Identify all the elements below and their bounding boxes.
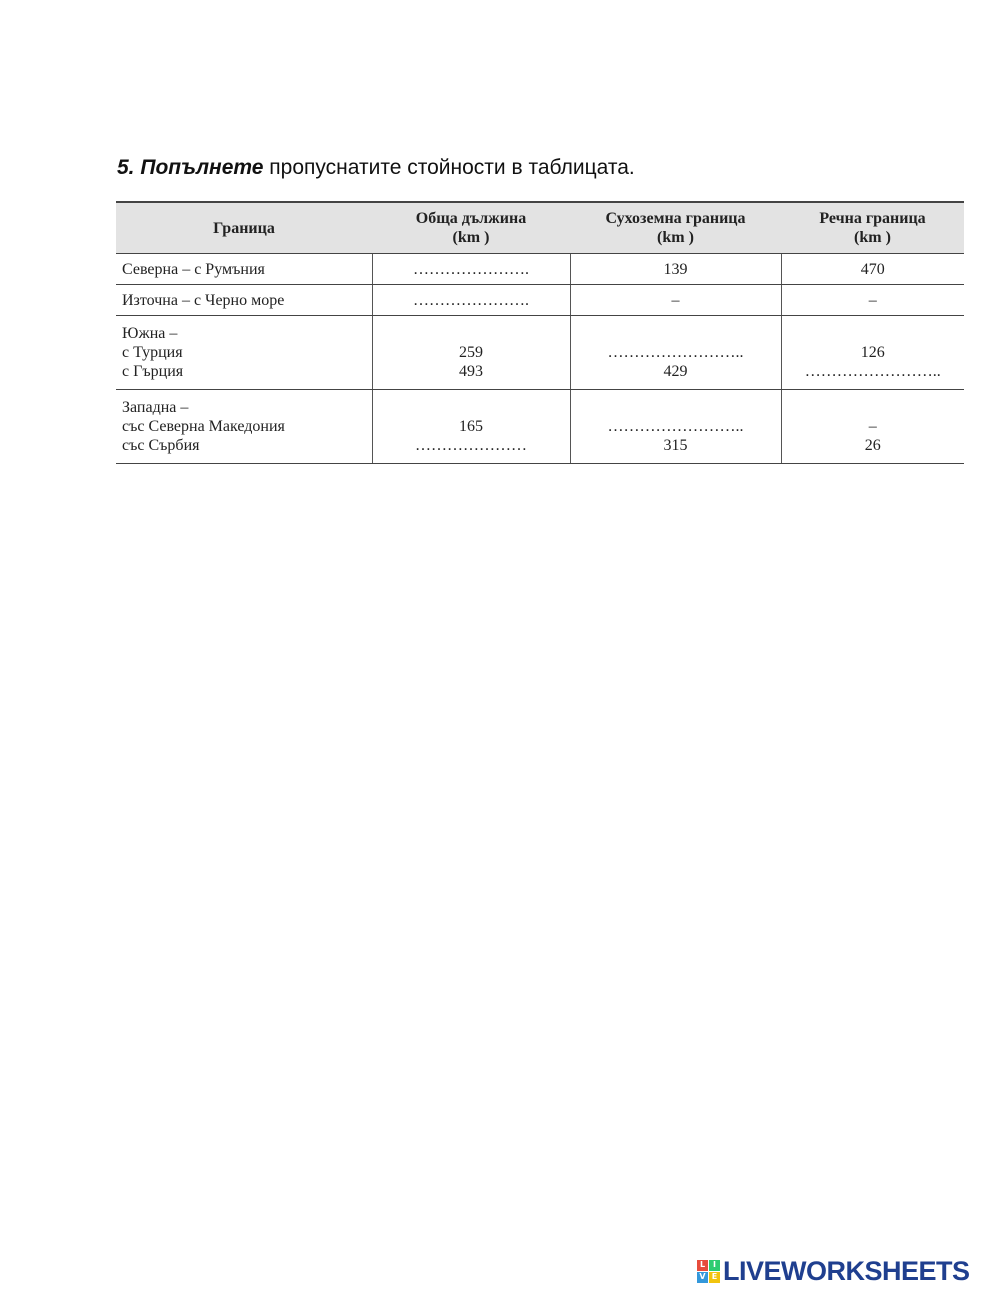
- cell-total: 259 493: [372, 316, 570, 390]
- task-text: пропуснатите стойности в таблицата.: [263, 156, 635, 179]
- table-row-east: [116, 285, 964, 316]
- cell-border-name: Източна – с Черно море: [116, 285, 372, 316]
- cell-river: 126 ……………………..: [781, 316, 964, 390]
- logo-letter-e: E: [709, 1272, 720, 1283]
- blank-field[interactable]: …………………: [415, 437, 527, 454]
- cell-land: 139: [570, 254, 781, 285]
- cell-total: 165 …………………: [372, 390, 570, 464]
- header-border: Граница: [116, 202, 372, 254]
- cell-border-name: Западна – със Северна Македония със Сърбия: [116, 390, 372, 464]
- logo-letter-l: L: [697, 1260, 708, 1271]
- blank-field[interactable]: ……………………..: [804, 363, 941, 380]
- task-verb: Попълнете: [140, 156, 264, 179]
- cell-total-blank[interactable]: ………………….: [372, 254, 570, 285]
- cell-land: …………………….. 315: [570, 390, 781, 464]
- blank-field[interactable]: ……………………..: [607, 418, 744, 435]
- table-header-row: [116, 202, 964, 254]
- cell-river: 470: [781, 254, 964, 285]
- task-instruction: [117, 156, 635, 180]
- cell-land: …………………….. 429: [570, 316, 781, 390]
- liveworksheets-logo: [697, 1257, 970, 1285]
- blank-field[interactable]: ……………………..: [607, 344, 744, 361]
- header-river-border: Речна граница (km ): [781, 202, 964, 254]
- logo-letter-i: I: [709, 1260, 720, 1271]
- cell-total-blank[interactable]: ………………….: [372, 285, 570, 316]
- cell-land: –: [570, 285, 781, 316]
- cell-river: –: [781, 285, 964, 316]
- table-row-north: [116, 254, 964, 285]
- cell-river: – 26: [781, 390, 964, 464]
- logo-letter-v: V: [697, 1272, 708, 1283]
- table-row-west: [116, 390, 964, 464]
- cell-border-name: Южна – с Турция с Гърция: [116, 316, 372, 390]
- header-total-length: Обща дължина (km ): [372, 202, 570, 254]
- cell-border-name: Северна – с Румъния: [116, 254, 372, 285]
- table-row-south: [116, 316, 964, 390]
- logo-text: LIVEWORKSHEETS: [723, 1255, 970, 1286]
- header-land-border: Сухоземна граница (km ): [570, 202, 781, 254]
- live-icon: [697, 1260, 720, 1283]
- borders-table: [116, 201, 964, 464]
- task-number: 5.: [117, 156, 135, 179]
